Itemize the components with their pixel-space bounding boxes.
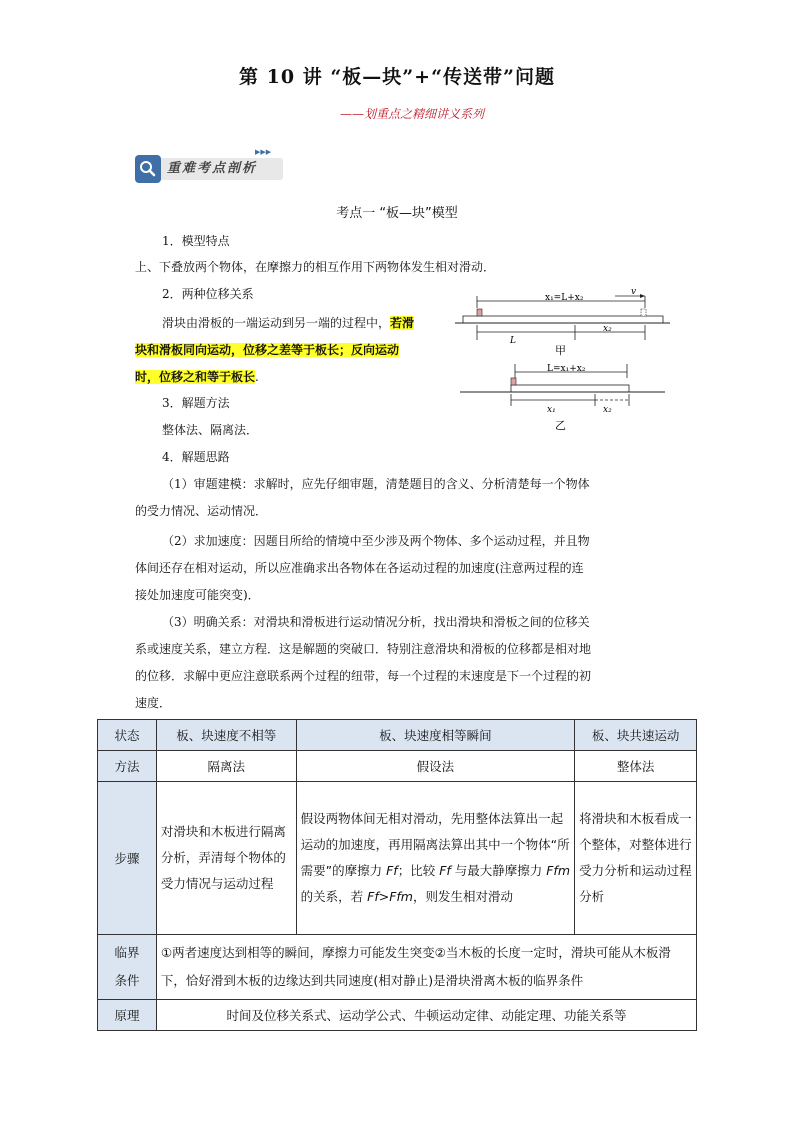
step2-line2: 体间还存在相对运动，所以应准确求出各物体在各运动过程的加速度(注意两过程的连 (135, 561, 584, 575)
cell-text: > (378, 889, 390, 904)
table-cell (98, 935, 157, 1000)
table-cell: ①两者速度达到相等的瞬间，摩擦力可能发生突变②当木板的长度一定时，滑块可能从木板滑下，恰好滑到木板的边缘达到共同速度(相对静止)是滑块滑离木板的临界条件 (156, 935, 696, 1000)
table-cell: 将滑块和木板看成一个整体，对整体进行受力分析和运动过程分析 (575, 782, 697, 935)
section-heading: 考点一 “板—块”模型 (336, 206, 458, 221)
symbol-Ffm: Ffm (389, 889, 413, 904)
banner-label: 重难考点剖析 (161, 158, 283, 180)
item2-title: 2．两种位移关系 (162, 287, 254, 301)
step3-line3: 的位移．求解中更应注意联系两个过程的纽带，每一个过程的末速度是下一个过程的初 (135, 669, 592, 683)
yi-x2-label: x₂ (603, 405, 612, 415)
step1-line1: （1）审题建模：求解时，应先仔细审题，清楚题目的含义、分析清楚每一个物体 (162, 477, 590, 491)
table-cell: 板、块共速运动 (575, 720, 697, 751)
item1-title: 1．模型特点 (162, 234, 230, 248)
cell-text: 与最大静摩擦力 (450, 863, 547, 878)
symbol-Ffm: Ffm (546, 863, 571, 878)
cell-text: 条件 (114, 973, 140, 988)
table-cell: 假设法 (296, 751, 575, 782)
cell-text: ；比较 (397, 863, 440, 878)
step2-line3: 接处加速度可能突变)． (135, 588, 260, 602)
step2-line1: （2）求加速度：因题目所给的情境中至少涉及两个物体、多个运动过程，并且物 (162, 534, 590, 548)
symbol-Ff: Ff (367, 889, 379, 904)
table-cell: 板、块速度相等瞬间 (296, 720, 575, 751)
table-cell: 原理 (98, 1000, 157, 1031)
item2-end: . (255, 370, 259, 384)
cell-text: ，则发生相对滑动 (413, 889, 514, 904)
yi-caption: 乙 (555, 419, 566, 432)
table-row (98, 1000, 697, 1031)
item4-title: 4．解题思路 (162, 450, 230, 464)
yi-equation: L=x₁+x₂ (547, 364, 586, 374)
jia-caption: 甲 (555, 344, 566, 357)
step3-line2: 系或速度关系，建立方程．这是解题的突破口．特别注意滑块和滑板的位移都是相对地 (135, 642, 592, 656)
item3-title: 3．解题方法 (162, 396, 230, 410)
item2-text-a: 滑块由滑板的一端运动到另一端的过程中， (162, 316, 391, 330)
table-row (98, 720, 697, 751)
item2-highlight-1: 若滑 (390, 316, 415, 330)
symbol-Ff: Ff (439, 863, 451, 878)
section-banner (135, 148, 283, 183)
step1-line2: 的受力情况、运动情况． (135, 504, 268, 518)
item1-text: 上、下叠放两个物体，在摩擦力的相互作用下两物体发生相对滑动． (135, 260, 496, 274)
item2-highlight-3: 时，位移之和等于板长 (135, 370, 256, 384)
table-row (98, 935, 697, 1000)
item2-text (162, 310, 452, 337)
jia-velocity: v (631, 288, 637, 297)
cell-text: 假设两物体间无相对滑动，先用整体法算出一起运动的加速度，再用隔离法算出其中一个物体“所需要”的摩擦力 (300, 811, 570, 878)
arrows-icon: ▶▶▶ (255, 148, 272, 156)
cell-text: 的关系，若 (300, 889, 368, 904)
figure-jia (455, 288, 670, 357)
table-row (98, 751, 697, 782)
table-cell: 状态 (98, 720, 157, 751)
search-icon (135, 155, 161, 183)
summary-table (97, 719, 697, 1031)
figure-yi (460, 364, 665, 432)
yi-x1-label: x₁ (547, 405, 556, 415)
cell-text: 临界 (114, 945, 140, 960)
page-subtitle: ——划重点之精细讲义系列 (339, 107, 484, 121)
table-cell: 隔离法 (156, 751, 296, 782)
table-cell: 步骤 (98, 782, 157, 935)
table-cell: 整体法 (575, 751, 697, 782)
jia-L-label: L (510, 336, 516, 346)
table-cell: 对滑块和木板进行隔离分析，弄清每个物体的受力情况与运动过程 (156, 782, 296, 935)
step3-line4: 速度． (135, 696, 172, 710)
displacement-figure (455, 288, 670, 438)
table-cell: 时间及位移关系式、运动学公式、牛顿运动定律、动能定理、功能关系等 (156, 1000, 696, 1031)
table-row (98, 782, 697, 935)
item2-text-line2 (135, 337, 399, 364)
item3-text: 整体法、隔离法． (162, 423, 259, 437)
jia-equation: x₁=L+x₂ (545, 293, 584, 303)
jia-x2-label: x₂ (603, 324, 612, 334)
step3-line1: （3）明确关系：对滑块和滑板进行运动情况分析，找出滑块和滑板之间的位移关 (162, 615, 590, 629)
table-cell: 板、块速度不相等 (156, 720, 296, 751)
table-cell: 方法 (98, 751, 157, 782)
item2-highlight-2: 块和滑板同向运动，位移之差等于板长；反向运动 (135, 343, 400, 357)
page-title: 第 10 讲 “板—块”+“传送带”问题 (239, 66, 555, 88)
symbol-Ff: Ff (386, 863, 398, 878)
table-cell-assumption (296, 782, 575, 935)
item2-text-line3 (135, 364, 259, 391)
